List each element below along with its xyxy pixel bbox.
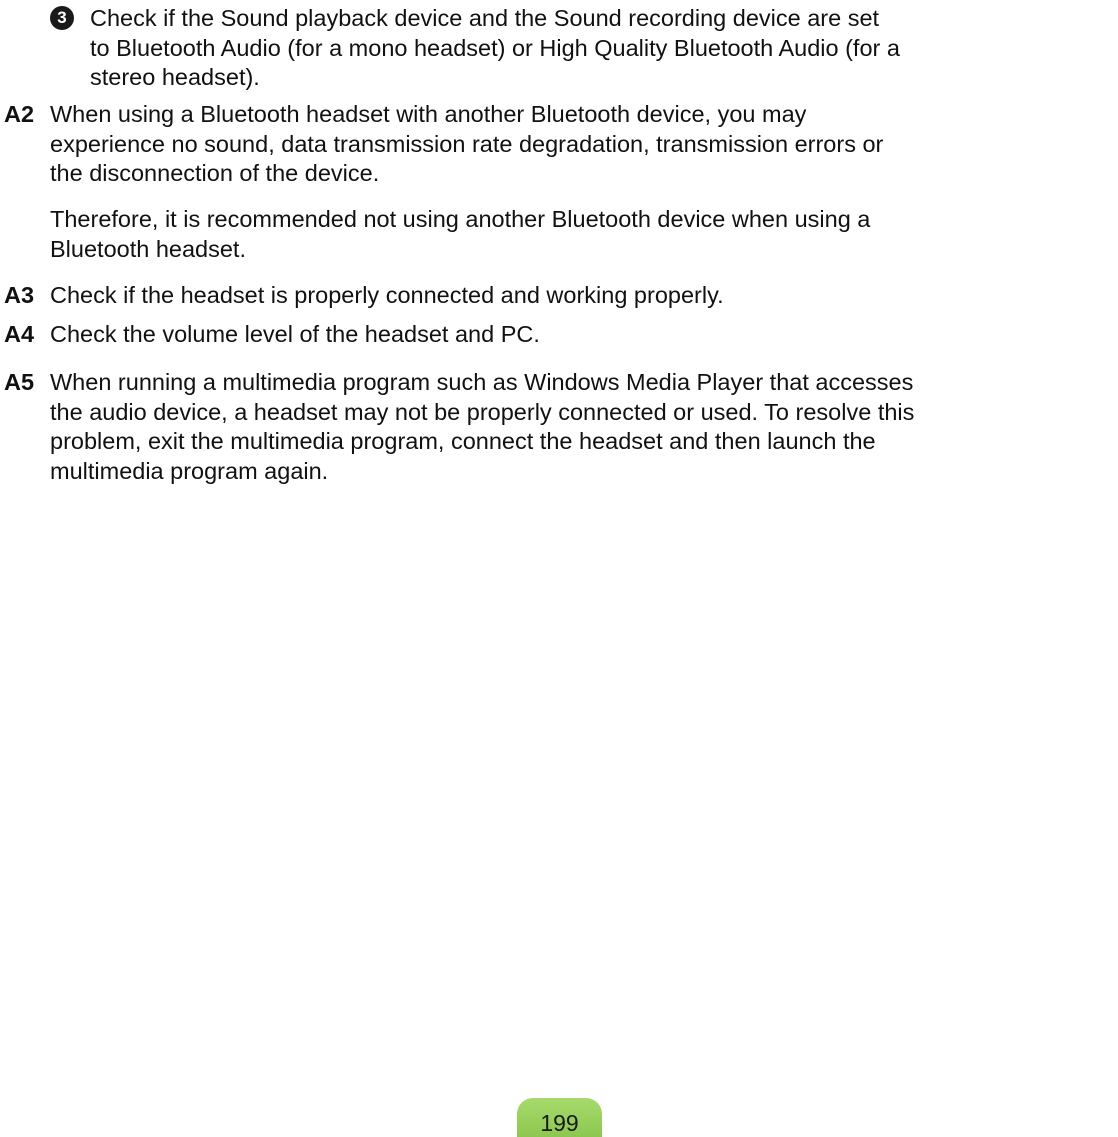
answer-a5-text: When running a multimedia program such as Windows Media Player that accesses the audio device, a headset may not be properly connected or used. To resolve this problem, exit the multimedia program, connect the headset and then launch the multimedia program again.	[50, 369, 915, 484]
answer-a2-label: A2	[4, 101, 35, 127]
answer-a4-label: A4	[4, 321, 35, 347]
answer-a2-text: When using a Bluetooth headset with another Bluetooth device, you may experience no sound, data transmission rate degradation, transmission errors or the disconnection of the device.	[50, 101, 884, 186]
step-number-badge: 3	[50, 6, 74, 30]
answer-a3-text: Check if the headset is properly connected and working properly.	[50, 282, 724, 308]
answer-a4-text: Check the volume level of the headset and PC.	[50, 321, 540, 347]
page-number-tab	[517, 1098, 602, 1137]
page-number: 199	[540, 1110, 579, 1136]
answer-a5-label: A5	[4, 369, 35, 395]
answer-a3-label: A3	[4, 282, 35, 308]
answer-a2-note: Therefore, it is recommended not using another Bluetooth device when using a Bluetooth headset.	[50, 206, 871, 262]
step-3-text: Check if the Sound playback device and the Sound recording device are set to Bluetooth Audio (for a mono headset) or High Quality Bluetooth Audio (for a stereo headset).	[90, 5, 900, 90]
